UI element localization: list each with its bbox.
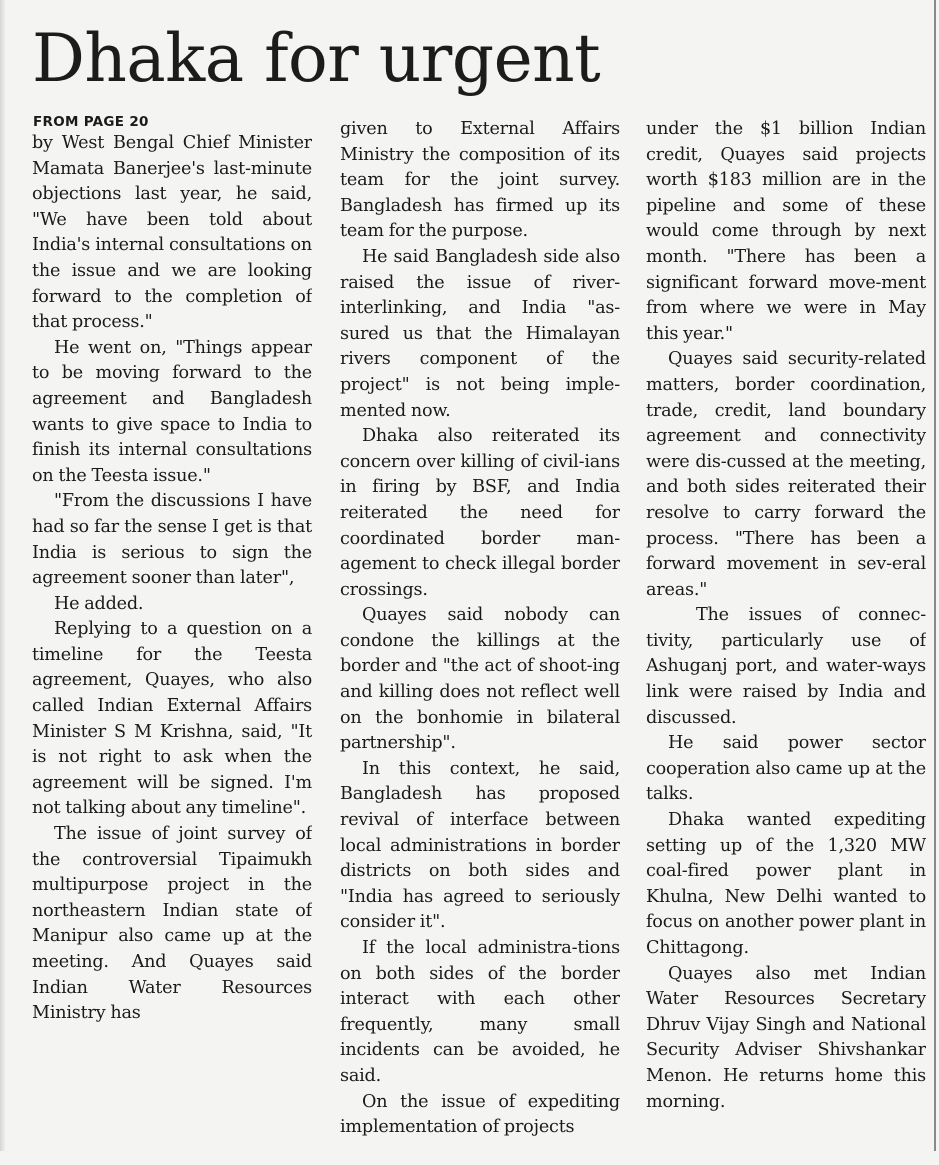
article-paragraph: Replying to a question on a timeline for the Teesta agreement, Quayes, who also called Indian External Affairs Minister S M Krishna, said, "It is not right to ask when the agreement will be signed. I'm not talking about any timeline". — [32, 619, 312, 819]
article-paragraph: The issue of joint survey of the controversial Tipaimukh multipurpose project in the northeastern Indian state of Manipur also came up at the meeting. And Quayes said Indian Water Resources Ministry has — [32, 824, 312, 1024]
article-paragraph: Dhaka wanted expediting setting up of the 1,320 MW coal-fired power plant in Khulna, New Delhi wanted to focus on another power plant in Chittagong. — [646, 810, 926, 958]
article-column-1 — [32, 131, 312, 1165]
article-paragraph: The issues of connec-tivity, particularly use of Ashuganj port, and water-ways link were raised by India and discussed. — [646, 605, 926, 728]
article-paragraph: by West Bengal Chief Minister Mamata Banerjee's last-minute objections last year, he said, "We have been told about India's internal consultations on the issue and we are looking forward to the completion of that process." — [32, 133, 312, 333]
article-paragraph: He said Bangladesh side also raised the issue of river-interlinking, and India "as-sured us that the Himalayan rivers component of the project" is not being imple-mented now. — [340, 246, 620, 421]
article-paragraph: Dhaka also reiterated its concern over killing of civil-ians in firing by BSF, and India reiterated the need for coordinated border man-agement to check illegal border crossings. — [340, 426, 620, 600]
article-paragraph: under the $1 billion Indian credit, Quayes said projects worth $183 million are in the pipeline and some of these would come through by next month. "There has been a significant forward move-ment from where we were in May this year." — [646, 119, 926, 344]
article-paragraph: If the local administra-tions on both sides of the border interact with each other frequently, many small incidents can be avoided, he said. — [340, 938, 620, 1086]
article-paragraph: He went on, "Things appear to be moving forward to the agreement and Bangladesh wants to give space to India to finish its internal consultations on the Teesta issue." — [32, 337, 312, 486]
article-paragraph: "From the discussions I have had so far the sense I get is that India is serious to sign the agreement sooner than later", — [32, 491, 312, 589]
article-paragraph: In this context, he said, Bangladesh has proposed revival of interface between local administrations in border districts on both sides and "India has agreed to seriously consider it". — [340, 758, 620, 933]
page-edge-shadow — [0, 0, 6, 1151]
article-paragraph: given to External Affairs Ministry the composition of its team for the joint survey. Bangladesh has firmed up its team for the purpose. — [340, 119, 620, 242]
article-paragraph: On the issue of expediting implementation of projects — [340, 1091, 620, 1138]
article-paragraph: He added. — [54, 593, 144, 614]
article-paragraph: Quayes said security-related matters, border coordination, trade, credit, land boundary agreement and connectivity were dis-cussed at the meeting, and both sides reiterated their resolve to carry forward the process. "There has been a forward movement in sev-eral areas." — [646, 349, 926, 600]
article-column-2 — [340, 117, 620, 1151]
column-rule — [934, 0, 936, 1151]
article-paragraph: Quayes also met Indian Water Resources Secretary Dhruv Vijay Singh and National Security Adviser Shivshankar Menon. He returns home this morning. — [646, 963, 926, 1112]
article-paragraph: Quayes said nobody can condone the killings at the border and "the act of shoot-ing and killing does not reflect well on the bonhomie in bilateral partnership". — [340, 605, 620, 754]
article-paragraph: He said power sector cooperation also came up at the talks. — [646, 733, 926, 805]
headline: Dhaka for urgent — [32, 20, 601, 97]
article-column-3 — [646, 117, 926, 1151]
continuation-kicker: FROM PAGE 20 — [33, 114, 149, 130]
